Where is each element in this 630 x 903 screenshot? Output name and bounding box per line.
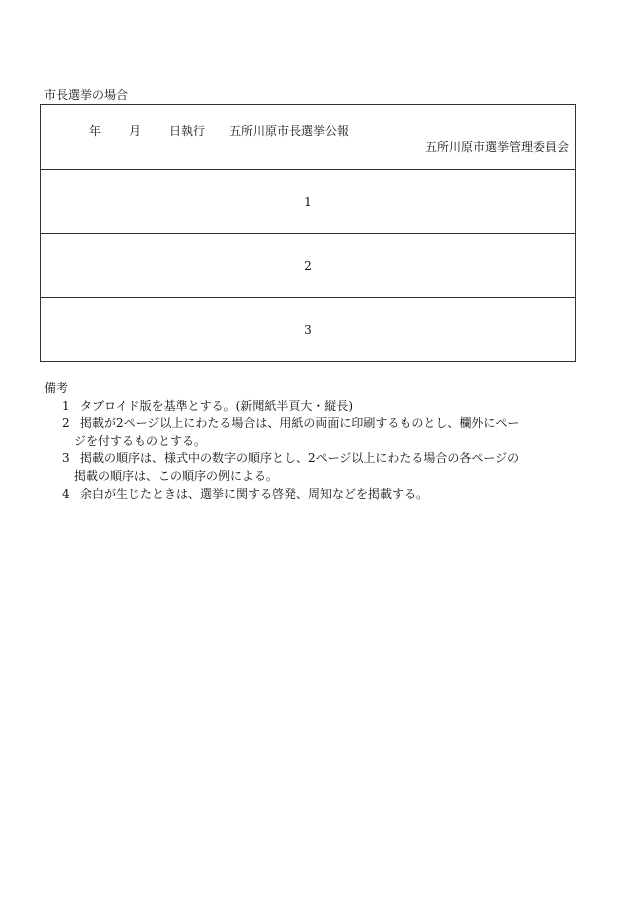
- header-title: 五所川原市長選挙公報: [229, 124, 350, 138]
- note-item: [44, 415, 590, 433]
- row-number: 2: [304, 258, 312, 273]
- note-number: 3: [62, 451, 70, 466]
- header-day-exec: 日執行: [169, 124, 206, 138]
- row-number: 1: [304, 194, 312, 209]
- note-text: 掲載が2ページ以上にわたる場合は、用紙の両面に印刷するものとし、欄外にペー: [80, 416, 520, 431]
- note-item: [44, 398, 590, 416]
- note-text-continuation: ジを付するものとする。: [74, 433, 207, 448]
- note-item: [44, 450, 590, 468]
- header-date-title-line: [89, 122, 349, 139]
- notes-title: 備考: [44, 381, 69, 395]
- election-bulletin-form: [40, 104, 576, 362]
- note-text-continuation: 掲載の順序は、この順序の例による。: [74, 468, 279, 483]
- form-row-3: [41, 298, 575, 361]
- form-row-1: [41, 170, 575, 234]
- form-header: [41, 105, 575, 170]
- note-number: 1: [62, 398, 70, 413]
- header-committee: 五所川原市選挙管理委員会: [424, 140, 569, 154]
- notes-section: [44, 380, 590, 503]
- note-text: 余白が生じたときは、選挙に関する啓発、周知などを掲載する。: [80, 486, 429, 501]
- note-text: 掲載の順序は、様式中の数字の順序とし、2ページ以上にわたる場合の各ページの: [80, 451, 520, 466]
- header-year: 年: [89, 124, 102, 138]
- note-number: 4: [62, 486, 70, 501]
- form-row-2: [41, 234, 575, 298]
- note-item: [44, 486, 590, 504]
- form-caption: 市長選挙の場合: [44, 88, 129, 102]
- row-number: 3: [304, 322, 312, 337]
- header-month: 月: [129, 124, 142, 138]
- note-text: タブロイド版を基準とする。(新聞紙半頁大・縦長): [80, 398, 354, 413]
- note-number: 2: [62, 416, 70, 431]
